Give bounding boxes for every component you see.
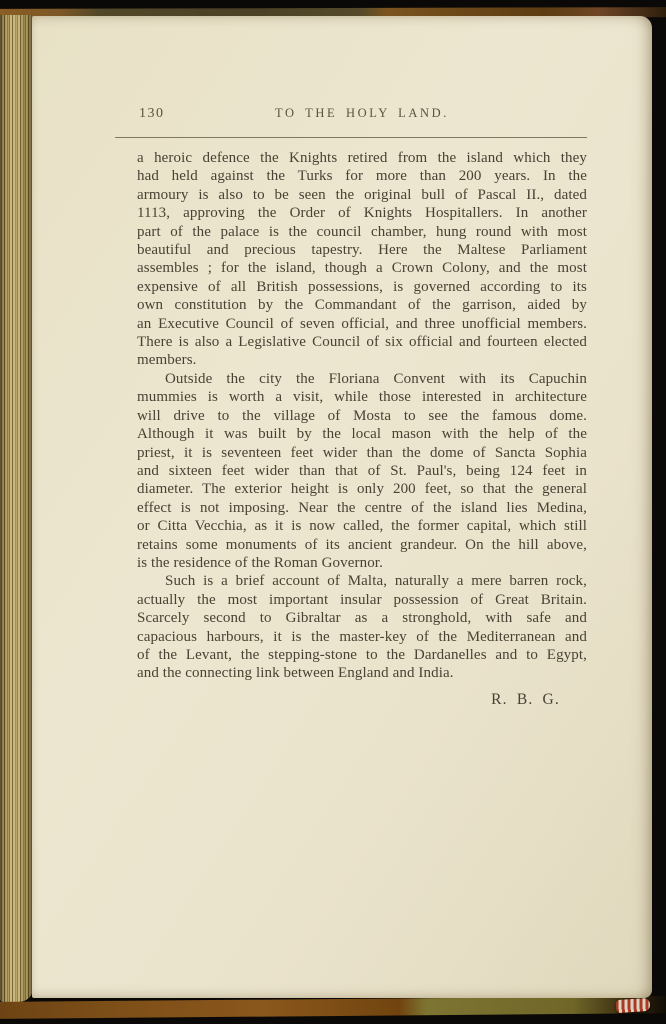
text-line: or Citta Vecchia, as it is now called, the former capital, which still — [137, 518, 587, 535]
text-line: expensive of all British possessions, is governed according to its — [137, 278, 587, 295]
text-line: an Executive Council of seven official, and three unofficial members. — [137, 315, 587, 332]
text-line: of the Levant, the stepping-stone to the Dardanelles and to Egypt, — [137, 646, 587, 663]
text-line: Although it was built by the local mason with the help of the — [137, 426, 587, 443]
text-line: priest, it is seventeen feet wider than the dome of Sancta Sophia — [137, 444, 587, 461]
text-line: effect is not imposing. Near the centre of the island lies Medina, — [137, 499, 587, 516]
text-line: Such is a brief account of Malta, naturally a mere barren rock, — [165, 573, 587, 590]
book-page — [32, 16, 652, 998]
text-line: is the residence of the Roman Governor. — [137, 554, 383, 571]
author-initials: R. B. G. — [491, 690, 560, 708]
page-content — [137, 106, 587, 709]
text-line: capacious harbours, it is the master-key of the Mediterranean and — [137, 628, 587, 645]
fanned-page-edges — [0, 15, 33, 1002]
text-line: own constitution by the Commandant of the garrison, aided by — [137, 297, 587, 314]
text-line: Scarcely second to Gibraltar as a stronghold, with safe and — [137, 610, 587, 627]
body-text — [137, 149, 587, 683]
text-line: will drive to the village of Mosta to see the famous dome. — [137, 407, 587, 424]
text-line: had held against the Turks for more than 200 years. In the — [137, 168, 587, 185]
text-line: mummies is worth a visit, while those interested in architecture — [137, 389, 587, 406]
text-line: armoury is also to be seen the original bull of Pascal II., dated — [137, 186, 587, 203]
text-line: actually the most important insular possession of Great Britain. — [137, 591, 587, 608]
text-line: and the connecting link between England and India. — [137, 665, 454, 682]
text-line: There is also a Legislative Council of six official and fourteen elected — [137, 334, 587, 351]
headband-red-stripes — [616, 998, 651, 1013]
text-line: Outside the city the Floriana Convent with its Capuchin — [165, 370, 587, 387]
book-cover-bottom-edge — [0, 996, 666, 1019]
text-line: and sixteen feet wider than that of St. Paul's, being 124 feet in — [137, 462, 587, 479]
page-number: 130 — [139, 106, 165, 121]
text-line: 1113, approving the Order of Knights Hospitallers. In another — [137, 205, 587, 222]
text-line: members. — [137, 352, 197, 369]
text-line: beautiful and precious tapestry. Here the Maltese Parliament — [137, 242, 587, 259]
text-line: a heroic defence the Knights retired from the island which they — [137, 150, 587, 166]
text-line: assembles ; for the island, though a Crown Colony, and the most — [137, 260, 587, 277]
header-rule — [115, 137, 587, 138]
text-line: part of the palace is the council chamber, hung round with most — [137, 223, 587, 240]
text-line: retains some monuments of its ancient grandeur. On the hill above, — [137, 536, 587, 553]
text-line: diameter. The exterior height is only 200 feet, so that the general — [137, 481, 587, 498]
page-header — [137, 106, 587, 122]
running-head-title: TO THE HOLY LAND. — [275, 106, 449, 120]
